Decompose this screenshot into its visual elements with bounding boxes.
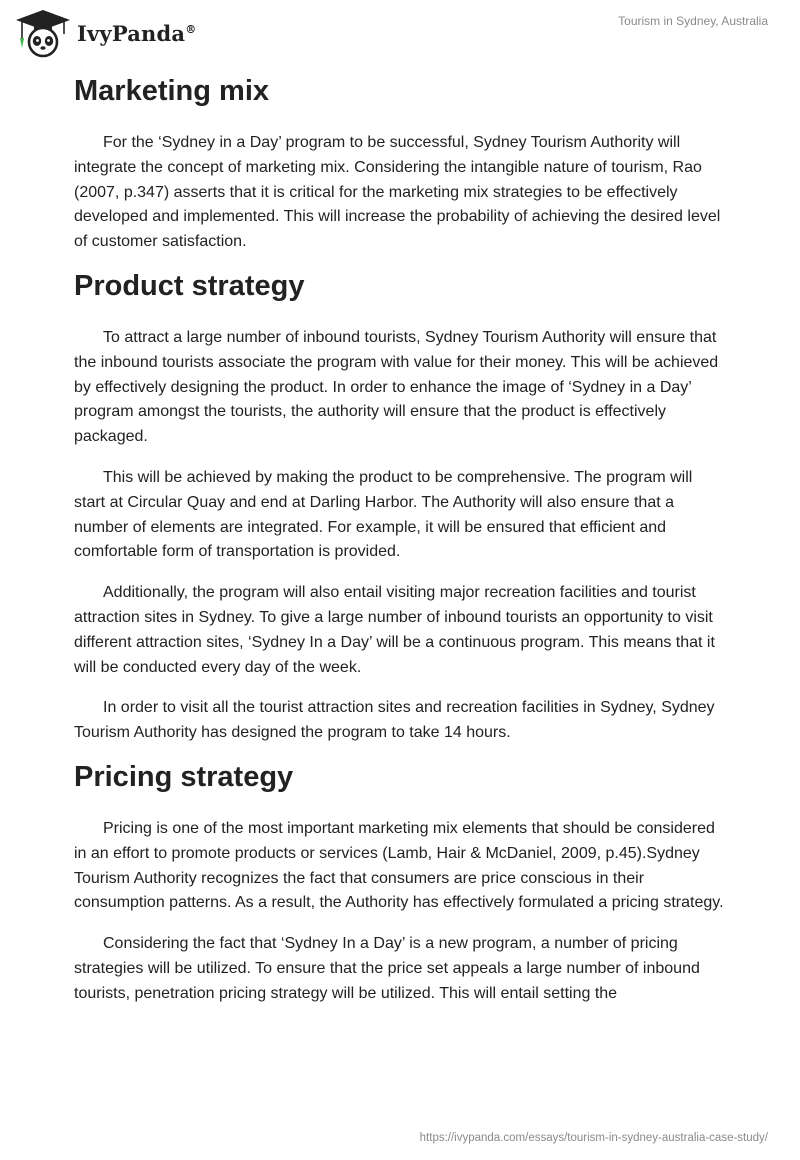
paragraph: This will be achieved by making the product to be comprehensive. The program will start at Circular Quay and end at Darling Harbor. The Authority will also ensure that a number of elements are integrated. For example, it will be ensured that efficient and comfortable form of transportation is provided. (74, 468, 693, 561)
source-url[interactable]: https://ivypanda.com/essays/tourism-in-sydney-australia-case-study/ (419, 1132, 768, 1144)
paragraph: For the ‘Sydney in a Day’ program to be successful, Sydney Tourism Authority will integrate the concept of marketing mix. Considering the intangible nature of tourism, Rao (2007, p.347) asserts that it is critical for the marketing mix strategies to be effectively developed and implemented. This will increase the probability of achieving the desired level of customer satisfaction. (74, 134, 721, 251)
paragraph: Additionally, the program will also entail visiting major recreation facilities and tourist attraction sites in Sydney. To give a large number of inbound tourists an opportunity to visit different attraction sites, ‘Sydney In a Day’ will be a continuous program. This means that it will be conducted every day of the week. (74, 584, 715, 676)
paragraph: Pricing is one of the most important marketing mix elements that should be considered in an effort to promote products or services (Lamb, Hair & McDaniel, 2009, p.45).Sydney Tourism Authority recognizes the fact that consumers are price conscious in their consumption patterns. As a result, the Authority has effectively formulated a pricing strategy. (74, 819, 724, 912)
article-body (74, 70, 724, 1007)
document-title: Tourism in Sydney, Australia (618, 14, 768, 28)
ivypanda-logo[interactable] (14, 6, 196, 60)
logo-text: IvyPanda® (77, 20, 197, 46)
section-heading: Marketing mix (74, 75, 269, 107)
panda-icon (14, 8, 72, 58)
paragraph: In order to visit all the tourist attraction sites and recreation facilities in Sydney, Sydney Tourism Authority has designed the program to take 14 hours. (74, 699, 715, 742)
section-heading: Pricing strategy (74, 760, 294, 793)
section-heading: Product strategy (74, 269, 305, 302)
paragraph: To attract a large number of inbound tourists, Sydney Tourism Authority will ensure that the inbound tourists associate the program with value for their money. This will be achieved by effectively designing the product. In order to enhance the image of ‘Sydney in a Day’ program amongst the tourists, the authority will ensure that the product is effectively packaged. (74, 328, 719, 446)
paragraph: Considering the fact that ‘Sydney In a Day’ is a new program, a number of pricing strategies will be utilized. To ensure that the price set appeals a large number of inbound tourists, penetration pricing strategy will be utilized. This will entail setting the (74, 935, 700, 1002)
